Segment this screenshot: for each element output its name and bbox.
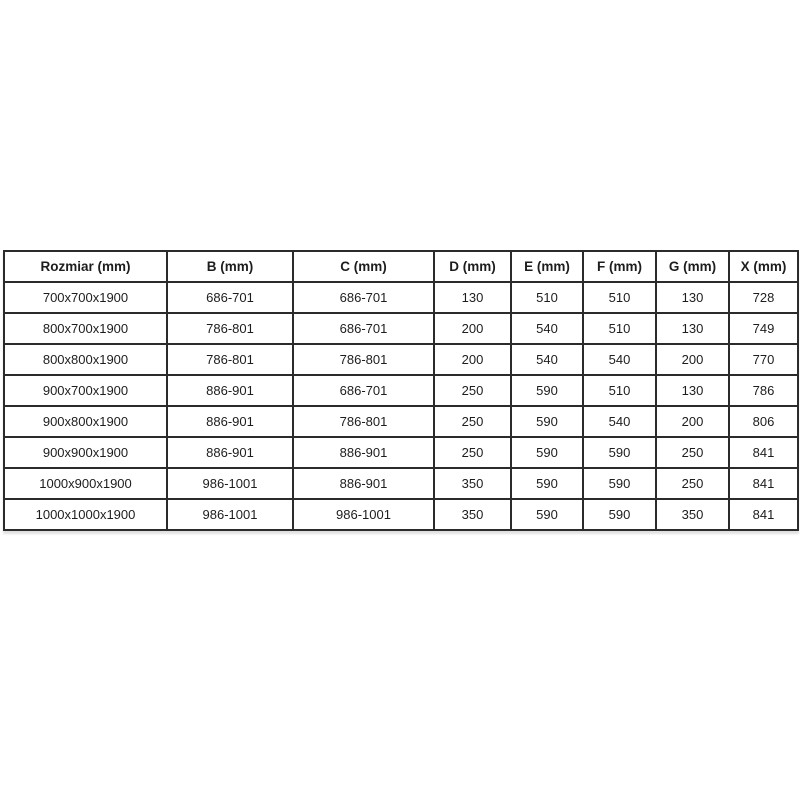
table-cell: 700x700x1900 xyxy=(4,282,167,313)
table-cell: 841 xyxy=(729,499,798,530)
table-cell: 590 xyxy=(511,406,583,437)
table-cell: 200 xyxy=(656,406,729,437)
table-cell: 1000x1000x1900 xyxy=(4,499,167,530)
table-cell: 130 xyxy=(656,282,729,313)
table-cell: 786-801 xyxy=(293,406,434,437)
table-cell: 986-1001 xyxy=(293,499,434,530)
table-row xyxy=(4,313,798,344)
table-cell: 540 xyxy=(511,313,583,344)
table-cell: 250 xyxy=(434,406,511,437)
table-cell: 590 xyxy=(583,468,656,499)
table-cell: 510 xyxy=(583,282,656,313)
table-cell: 1000x900x1900 xyxy=(4,468,167,499)
column-header-c: C (mm) xyxy=(293,251,434,282)
table-cell: 728 xyxy=(729,282,798,313)
table-cell: 540 xyxy=(583,406,656,437)
table-cell: 590 xyxy=(511,468,583,499)
table-cell: 540 xyxy=(583,344,656,375)
table-cell: 510 xyxy=(583,313,656,344)
table-cell: 350 xyxy=(656,499,729,530)
table-row xyxy=(4,468,798,499)
table-row xyxy=(4,437,798,468)
table-cell: 841 xyxy=(729,468,798,499)
table-cell: 800x700x1900 xyxy=(4,313,167,344)
table-cell: 250 xyxy=(434,437,511,468)
table-cell: 200 xyxy=(656,344,729,375)
table-cell: 200 xyxy=(434,313,511,344)
column-header-b: B (mm) xyxy=(167,251,293,282)
table-cell: 200 xyxy=(434,344,511,375)
table-cell: 786 xyxy=(729,375,798,406)
dimensions-spec-table xyxy=(3,250,799,531)
table-cell: 350 xyxy=(434,468,511,499)
table-cell: 886-901 xyxy=(167,437,293,468)
table-row xyxy=(4,282,798,313)
header-row xyxy=(4,251,798,282)
table-cell: 590 xyxy=(511,499,583,530)
table-cell: 350 xyxy=(434,499,511,530)
table-cell: 686-701 xyxy=(293,313,434,344)
column-header-e: E (mm) xyxy=(511,251,583,282)
table-cell: 250 xyxy=(656,437,729,468)
table-cell: 250 xyxy=(656,468,729,499)
table-cell: 786-801 xyxy=(293,344,434,375)
column-header-g: G (mm) xyxy=(656,251,729,282)
table-cell: 841 xyxy=(729,437,798,468)
table-cell: 686-701 xyxy=(293,282,434,313)
table-cell: 686-701 xyxy=(167,282,293,313)
table-cell: 900x900x1900 xyxy=(4,437,167,468)
table-row xyxy=(4,375,798,406)
table-cell: 770 xyxy=(729,344,798,375)
column-header-f: F (mm) xyxy=(583,251,656,282)
table-cell: 130 xyxy=(656,313,729,344)
table-cell: 130 xyxy=(434,282,511,313)
table-cell: 786-801 xyxy=(167,313,293,344)
table-cell: 786-801 xyxy=(167,344,293,375)
table-cell: 986-1001 xyxy=(167,468,293,499)
table-row xyxy=(4,499,798,530)
table-row xyxy=(4,344,798,375)
table-cell: 886-901 xyxy=(293,468,434,499)
table-cell: 540 xyxy=(511,344,583,375)
table-cell: 590 xyxy=(583,499,656,530)
table-cell: 886-901 xyxy=(167,375,293,406)
table-cell: 510 xyxy=(583,375,656,406)
table-cell: 590 xyxy=(583,437,656,468)
table-cell: 886-901 xyxy=(167,406,293,437)
column-header-rozmiar: Rozmiar (mm) xyxy=(4,251,167,282)
column-header-d: D (mm) xyxy=(434,251,511,282)
table-cell: 686-701 xyxy=(293,375,434,406)
table-cell: 510 xyxy=(511,282,583,313)
column-header-x: X (mm) xyxy=(729,251,798,282)
table-cell: 806 xyxy=(729,406,798,437)
table-cell: 250 xyxy=(434,375,511,406)
table-cell: 749 xyxy=(729,313,798,344)
table-cell: 800x800x1900 xyxy=(4,344,167,375)
table-cell: 900x700x1900 xyxy=(4,375,167,406)
table-cell: 590 xyxy=(511,437,583,468)
table-cell: 986-1001 xyxy=(167,499,293,530)
table-cell: 130 xyxy=(656,375,729,406)
table-cell: 886-901 xyxy=(293,437,434,468)
table-cell: 900x800x1900 xyxy=(4,406,167,437)
table-row xyxy=(4,406,798,437)
table-cell: 590 xyxy=(511,375,583,406)
